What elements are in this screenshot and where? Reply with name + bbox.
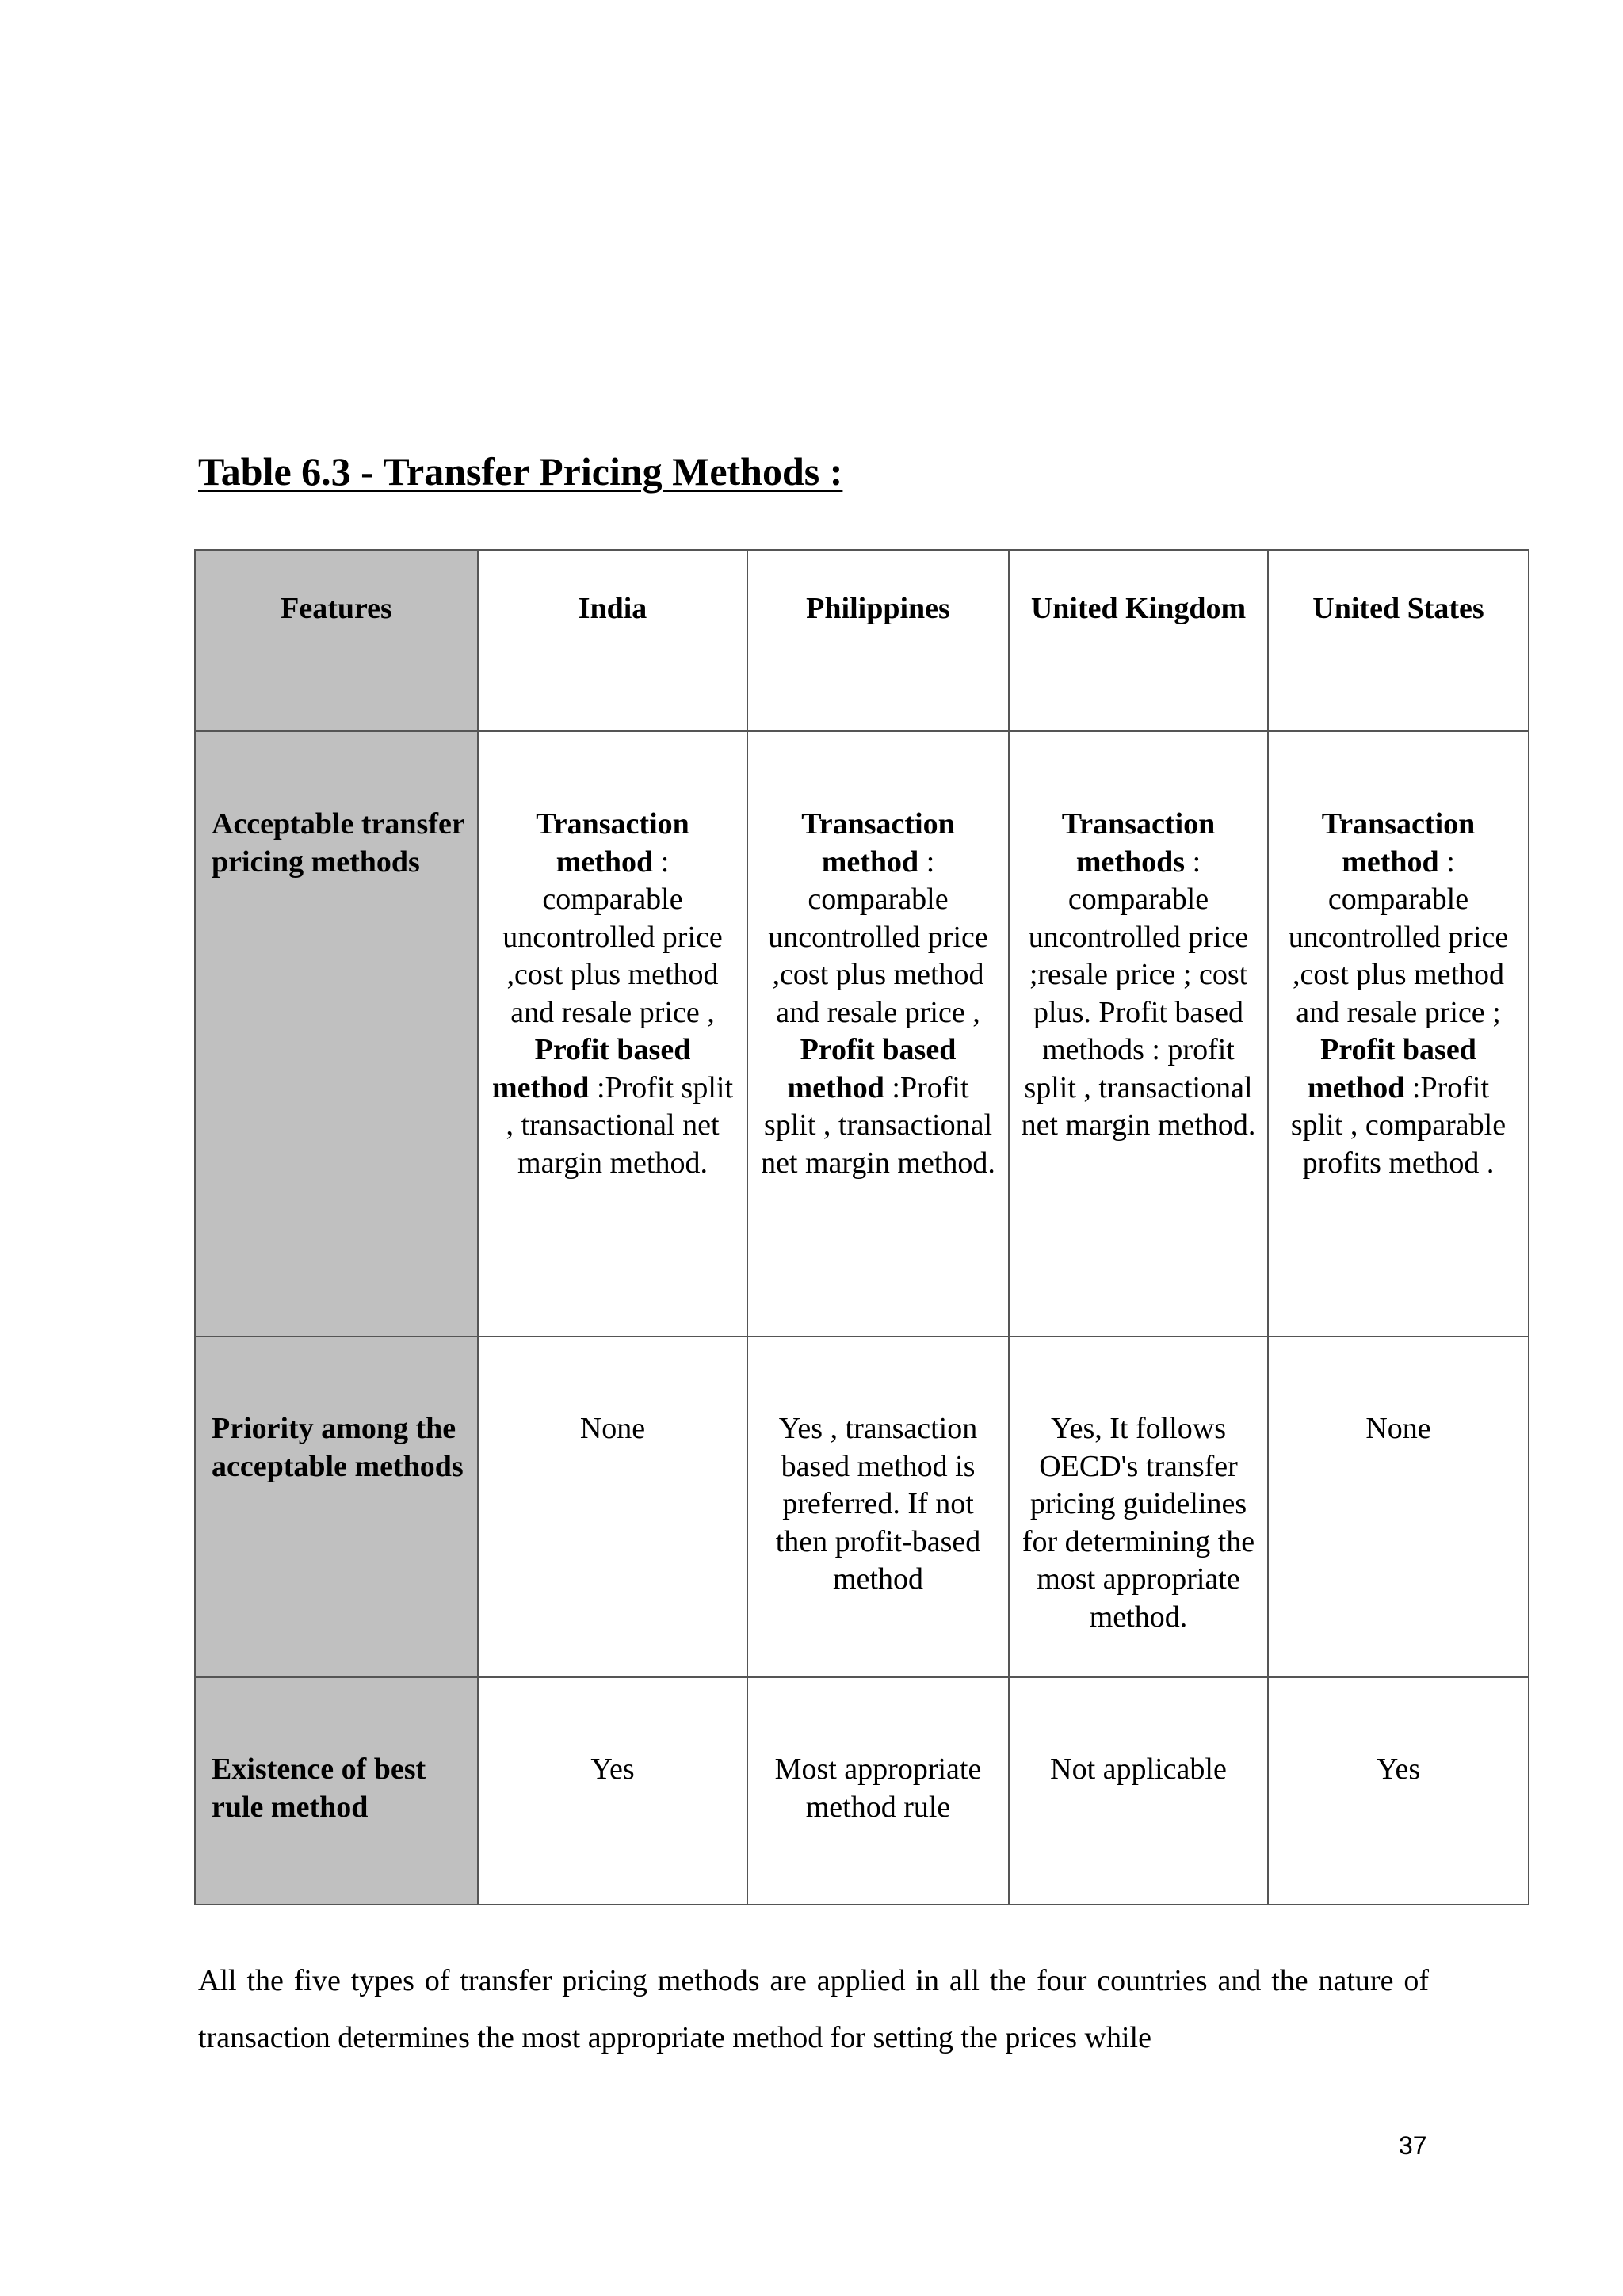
transfer-pricing-table bbox=[194, 549, 1529, 1905]
header-philippines: Philippines bbox=[747, 550, 1009, 731]
cell-us-methods: Transaction method : comparable uncontrolled price ,cost plus method and resale price ; Profit based method :Profit split , comparable profits method . bbox=[1268, 731, 1529, 1337]
page-title: Table 6.3 - Transfer Pricing Methods : bbox=[198, 449, 843, 494]
bold-text: Transaction methods bbox=[1061, 807, 1216, 879]
header-features: Features bbox=[195, 550, 478, 731]
cell-us-best-rule: Yes bbox=[1268, 1677, 1529, 1905]
bold-text: Transaction method bbox=[801, 807, 955, 879]
bold-text: Profit based method bbox=[1307, 1033, 1476, 1104]
cell-india-methods: Transaction method : comparable uncontrolled price ,cost plus method and resale price , Profit based method :Profit split , transactional net margin method. bbox=[478, 731, 747, 1337]
cell-uk-best-rule: Not applicable bbox=[1009, 1677, 1268, 1905]
cell-uk-methods: Transaction methods : comparable uncontrolled price ;resale price ; cost plus. Profit based methods : profit split , transactional net margin method. bbox=[1009, 731, 1268, 1337]
header-united-states: United States bbox=[1268, 550, 1529, 731]
feature-acceptable-methods: Acceptable transfer pricing methods bbox=[195, 731, 478, 1337]
body-paragraph: All the five types of transfer pricing methods are applied in all the four countries and the nature of transaction determines the most appropriate method for setting the prices while bbox=[198, 1964, 1429, 2054]
cell-us-priority: None bbox=[1268, 1337, 1529, 1677]
cell-uk-priority: Yes, It follows OECD's transfer pricing guidelines for determining the most appropriate method. bbox=[1009, 1337, 1268, 1677]
cell-philippines-best-rule: Most appropriate method rule bbox=[747, 1677, 1009, 1905]
table-header-row bbox=[195, 550, 1529, 731]
header-india: India bbox=[478, 550, 747, 731]
table-row bbox=[195, 1337, 1529, 1677]
page-number: 37 bbox=[1399, 2131, 1427, 2160]
table-row bbox=[195, 1677, 1529, 1905]
bold-text: Profit based method bbox=[787, 1033, 957, 1104]
feature-priority: Priority among the acceptable methods bbox=[195, 1337, 478, 1677]
table-row bbox=[195, 731, 1529, 1337]
bold-text: Transaction method bbox=[536, 807, 689, 879]
feature-best-rule: Existence of best rule method bbox=[195, 1677, 478, 1905]
bold-text: Profit based method bbox=[491, 1033, 691, 1104]
header-united-kingdom: United Kingdom bbox=[1009, 550, 1268, 731]
cell-philippines-methods: Transaction method : comparable uncontrolled price ,cost plus method and resale price , Profit based method :Profit split , transactional net margin method. bbox=[747, 731, 1009, 1337]
cell-india-priority: None bbox=[478, 1337, 747, 1677]
cell-philippines-priority: Yes , transaction based method is preferred. If not then profit-based method bbox=[747, 1337, 1009, 1677]
bold-text: Transaction method bbox=[1321, 807, 1476, 879]
cell-india-best-rule: Yes bbox=[478, 1677, 747, 1905]
